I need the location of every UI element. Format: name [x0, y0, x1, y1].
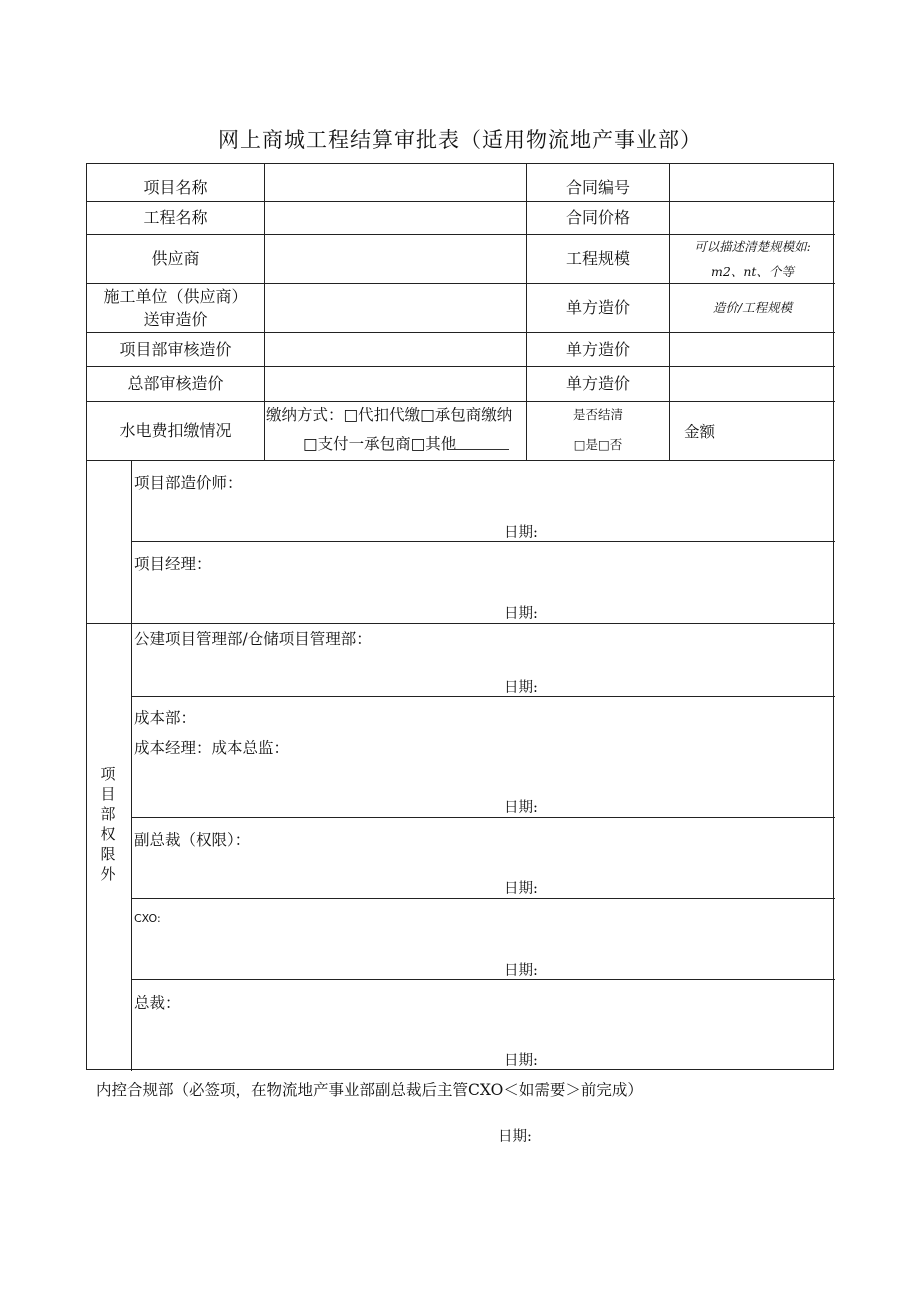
approval-divider [131, 898, 835, 899]
label-unit-price-2: 单方造价 [565, 339, 630, 359]
label-vp: 副总裁（权限）： [134, 831, 251, 849]
input-hq-review[interactable] [265, 367, 526, 401]
input-engineering-name[interactable] [265, 202, 526, 234]
label-construction-unit-line-1: 施工单位（供应商） [103, 287, 248, 306]
payment-method-line-2[interactable]: □支付一承包商□其他 [303, 435, 457, 453]
approval-divider [131, 696, 835, 697]
label-cxo: CXO: [134, 912, 161, 925]
label-hq-review: 总部审核造价 [127, 374, 224, 393]
date-cxo: 日期: [504, 963, 538, 979]
label-project-name: 项目名称 [143, 177, 208, 197]
label-cost-manager: 成本经理：成本总监： [134, 739, 290, 757]
date-president: 日期: [504, 1053, 538, 1069]
label-unit-price-3: 单方造价 [565, 374, 630, 393]
date-cost-dept: 日期: [504, 800, 538, 816]
label-amount: 金额 [684, 423, 716, 441]
label-utilities: 水电费扣缴情况 [119, 421, 232, 440]
approval-divider [87, 623, 835, 624]
label-cost-engineer: 项目部造价师： [134, 474, 243, 492]
label-contract-price: 合同价格 [565, 208, 630, 227]
label-contract-no: 合同编号 [565, 177, 630, 197]
label-engineering-name: 工程名称 [143, 208, 208, 227]
input-unit-price-2[interactable] [670, 333, 835, 366]
label-president: 总裁： [134, 994, 181, 1012]
input-contract-price[interactable] [670, 202, 835, 234]
label-engineering-scale: 工程规模 [565, 249, 630, 268]
label-unit-price-1: 单方造价 [565, 298, 630, 317]
unit-price-hint: 造价/工程规模 [712, 300, 793, 315]
footer-compliance-note: 内控合规部（必签项，在物流地产事业部副总裁后主管CXO＜如需要＞前完成） [96, 1081, 643, 1099]
approval-divider [131, 541, 835, 542]
label-cost-dept: 成本部： [134, 709, 197, 727]
date-cost-engineer: 日期: [504, 525, 538, 541]
input-project-name[interactable] [265, 164, 526, 201]
label-public-mgmt: 公建项目管理部/仓储项目管理部： [134, 630, 372, 648]
label-project-dept-review: 项目部审核造价 [119, 339, 232, 359]
scale-hint-line-2: m2、nt、个等 [711, 264, 794, 279]
input-unit-price-3[interactable] [670, 367, 835, 401]
date-project-manager: 日期: [504, 606, 538, 622]
label-project-manager: 项目经理： [134, 555, 212, 573]
settled-options[interactable]: □是□否 [573, 437, 623, 452]
date-vp: 日期: [504, 881, 538, 897]
input-project-dept-review[interactable] [265, 333, 526, 366]
other-blank-line[interactable] [447, 439, 509, 450]
side-label-outside-project-authority: 项目部权限外 [100, 765, 116, 883]
label-construction-unit-line-2: 送审造价 [143, 310, 208, 329]
scale-hint-line-1: 可以描述清楚规模如: [694, 239, 811, 254]
approval-form-table [86, 163, 834, 1070]
footer-date: 日期: [498, 1129, 532, 1145]
settled-label: 是否结清 [572, 407, 623, 422]
input-submitted-cost[interactable] [265, 284, 526, 332]
payment-method-line-1[interactable]: 缴纳方式：□代扣代缴□承包商缴纳 [266, 406, 513, 424]
page-title: 网上商城工程结算审批表（适用物流地产事业部） [218, 128, 702, 152]
input-supplier[interactable] [265, 235, 526, 283]
approval-divider [131, 817, 835, 818]
approval-divider [131, 979, 835, 980]
input-contract-no[interactable] [670, 164, 835, 201]
label-supplier: 供应商 [151, 249, 200, 268]
row-divider [87, 460, 835, 461]
date-public-mgmt: 日期: [504, 680, 538, 696]
